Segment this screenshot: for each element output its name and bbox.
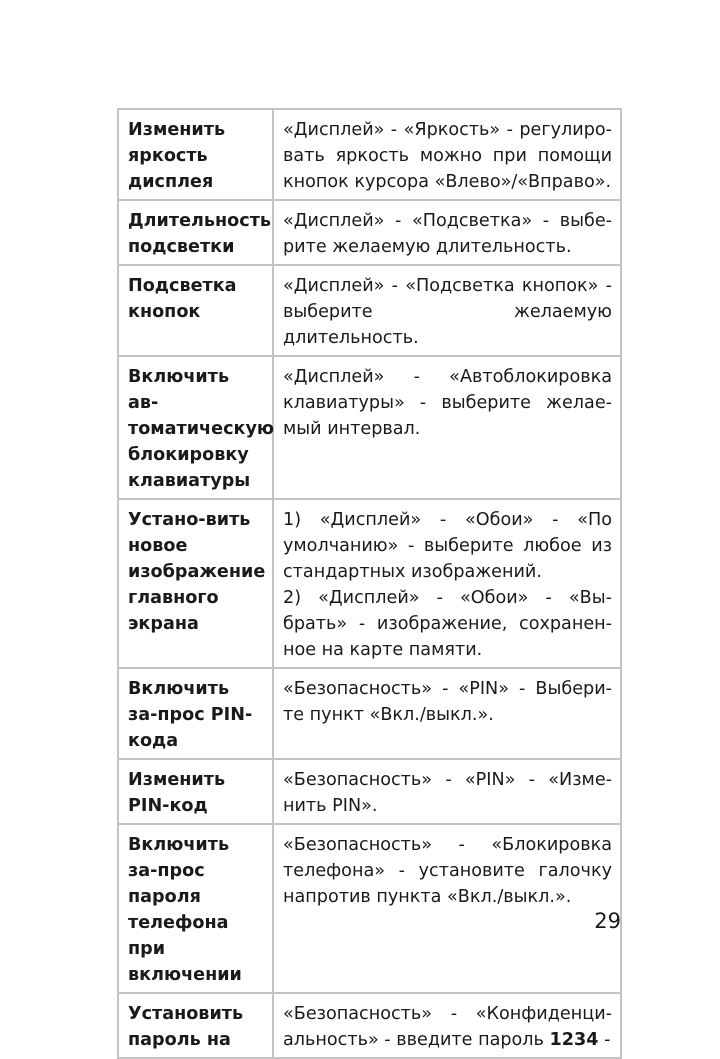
table-row [118,993,621,1058]
settings-table [117,108,622,1059]
row-label: Включить за-прос пароля телефона при включении [118,824,273,993]
row-text: «Безопасность» - «PIN» - Выбери-те пункт «Вкл./выкл.». [273,668,621,759]
page-number: 29 [594,909,621,933]
row-text: «Безопасность» - «Блокировка телефона» - установите галочку напротив пункта «Вкл./выкл.». [273,824,621,993]
row-text-main: «Безопасность» - «Конфиденци-альность» - введите пароль [283,1004,612,1050]
row-label: Устано-вить новое изображение главного экрана [118,499,273,668]
row-label: Изменить PIN-код [118,759,273,824]
row-text: «Дисплей» - «Автоблокировка клавиатуры» - выберите желае-мый интервал. [273,356,621,499]
table-row [118,499,621,668]
password-code: 1234 [549,1030,599,1050]
row-text [273,993,621,1058]
row-label: Включить ав-томатическую блокировку клавиатуры [118,356,273,499]
table-row [118,109,621,200]
row-label: Включить за-прос PIN-кода [118,668,273,759]
row-text-part-1: 1) «Дисплей» - «Обои» - «По умолчанию» - выберите любое из стандартных изображений. [283,510,612,582]
table-row [118,265,621,356]
row-text: «Дисплей» - «Подсветка кнопок» - выберите желаемую длительность. [273,265,621,356]
table-row [118,356,621,499]
row-label: Установить пароль на [118,993,273,1058]
row-text: «Дисплей» - «Яркость» - регулиро-вать яркость можно при помощи кнопок курсора «Влево»/«Вправо». [273,109,621,200]
row-text-part-2: 2) «Дисплей» - «Обои» - «Вы-брать» - изображение, сохранен-ное на карте памяти. [283,588,612,660]
table-row [118,759,621,824]
row-label: Подсветка кнопок [118,265,273,356]
row-label: Изменить яркость дисплея [118,109,273,200]
table-row [118,200,621,265]
row-text: «Дисплей» - «Подсветка» - выбе-рите желаемую длительность. [273,200,621,265]
row-label: Длительность подсветки [118,200,273,265]
row-text: «Безопасность» - «PIN» - «Изме-нить PIN». [273,759,621,824]
row-text [273,499,621,668]
row-text-trail: - [604,1030,611,1050]
table-row [118,668,621,759]
table-row [118,824,621,993]
